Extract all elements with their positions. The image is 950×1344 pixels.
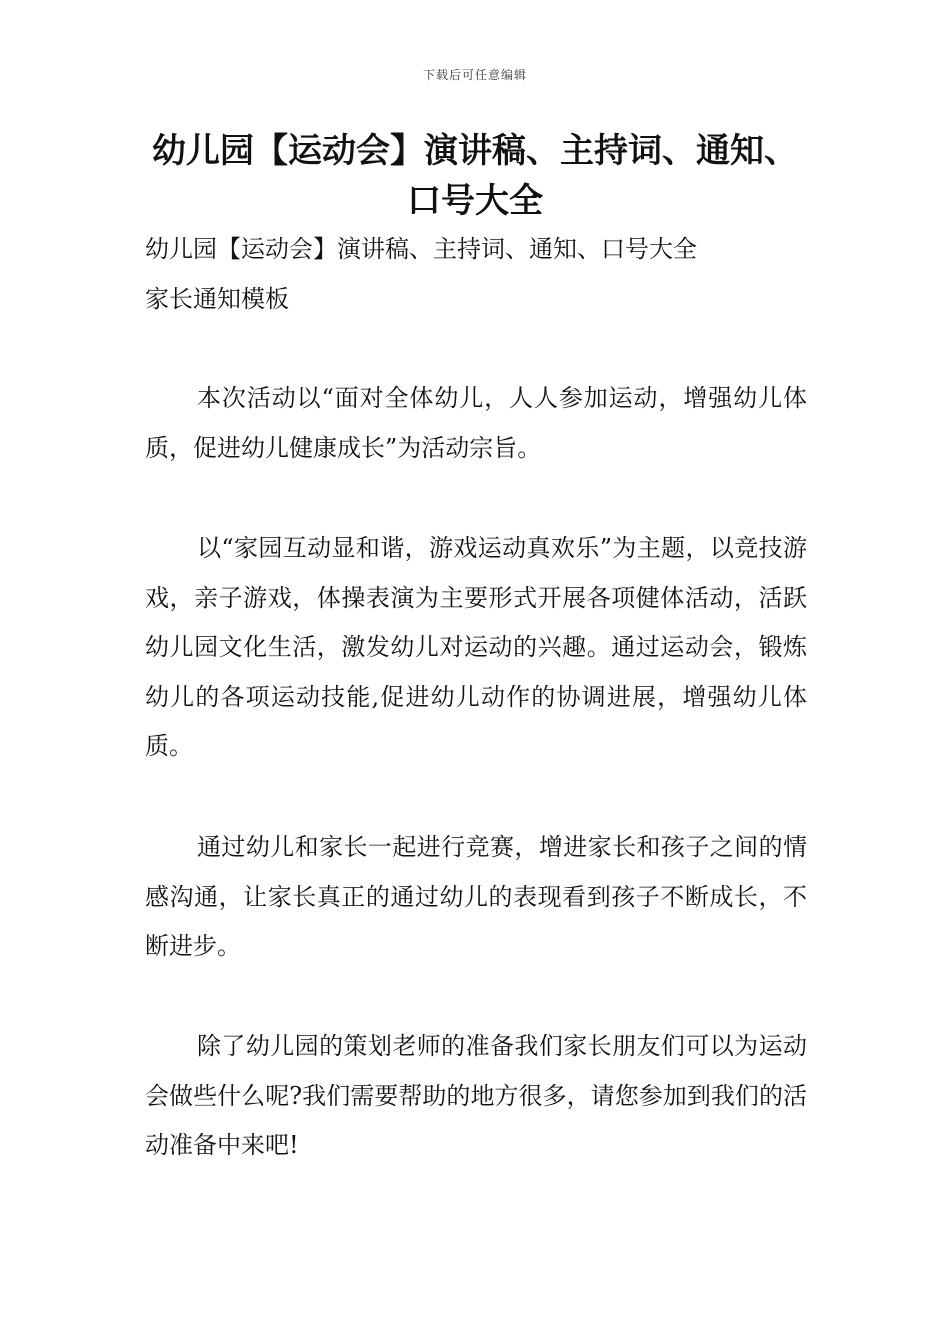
document-subtitle: 幼儿园【运动会】演讲稿、主持词、通知、口号大全 [145, 235, 697, 263]
header-note: 下载后可任意编辑 [422, 68, 527, 82]
section-heading: 家长通知模板 [145, 285, 289, 313]
paragraph-3: 通过幼儿和家长一起进行竞赛，增进家长和孩子之间的情感沟通，让家长真正的通过幼儿的表现看到孩子不断成长，不断进步。 [145, 833, 807, 960]
document-title: 幼儿园【运动会】演讲稿、主持词、通知、口号大全 [152, 131, 798, 221]
paragraph-1: 本次活动以“面对全体幼儿，人人参加运动，增强幼儿体质，促进幼儿健康成长”为活动宗旨。 [145, 384, 807, 462]
paragraph-4: 除了幼儿园的策划老师的准备我们家长朋友们可以为运动会做些什么呢?我们需要帮助的地方很多，请您参加到我们的活动准备中来吧! [145, 1032, 807, 1159]
paragraph-2: 以“家园互动显和谐，游戏运动真欢乐”为主题，以竞技游戏，亲子游戏，体操表演为主要形式开展各项健体活动，活跃幼儿园文化生活，激发幼儿对运动的兴趣。通过运动会，锻炼幼儿的各项运动技能,促进幼儿动作的协调进展，增强幼儿体质。 [145, 534, 807, 760]
